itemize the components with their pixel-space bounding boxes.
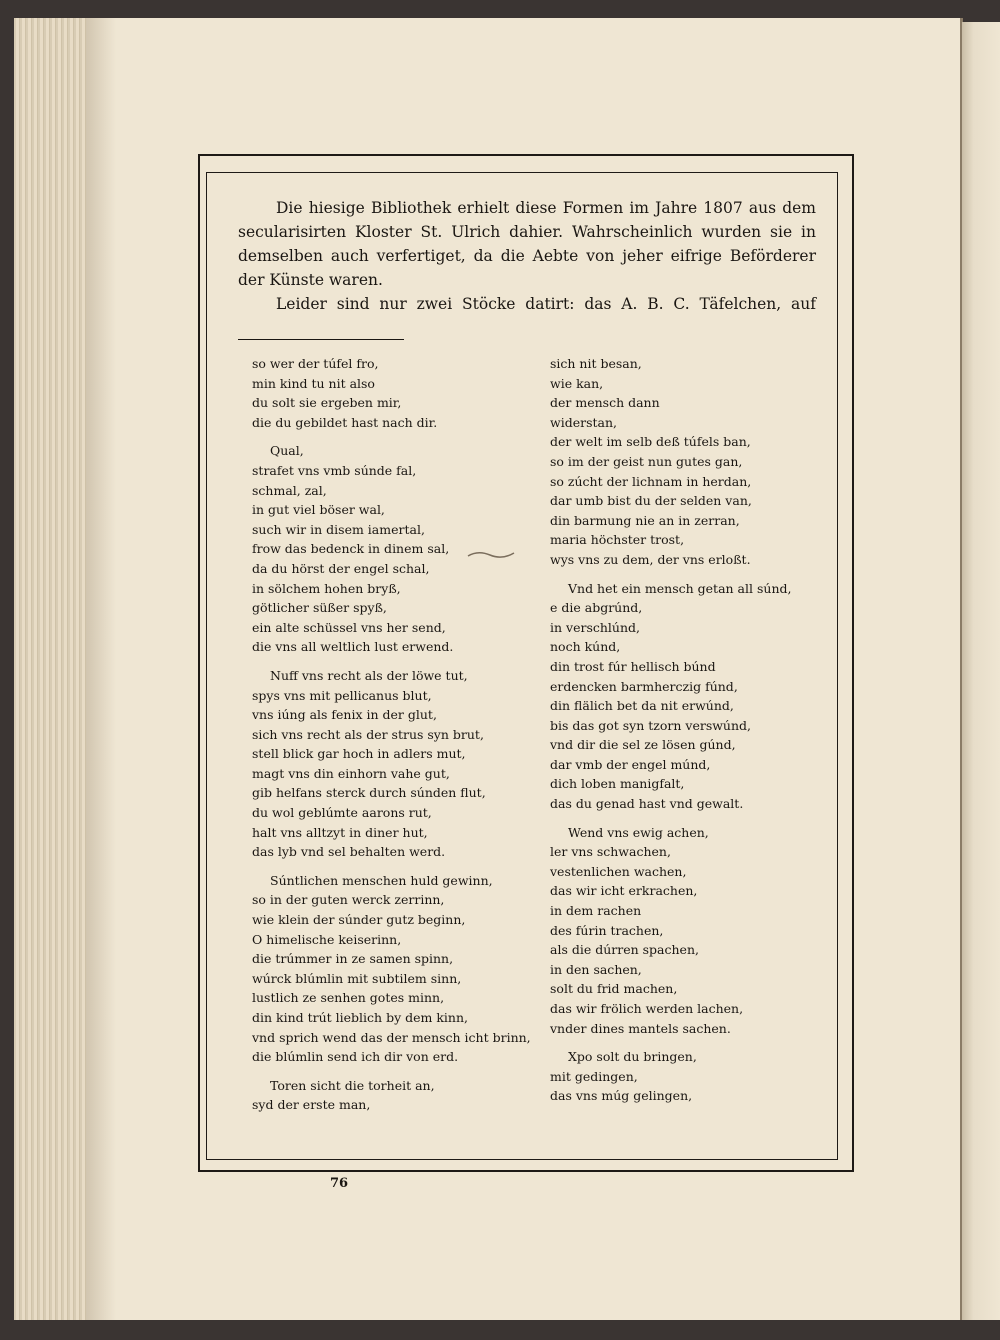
- verse-line: Wend vns ewig achen,: [568, 824, 709, 840]
- verse-line: der welt im selb deß túfels ban,: [550, 434, 751, 450]
- verse-line: Súntlichen menschen huld gewinn,: [270, 872, 493, 888]
- verse-line: dar vmb der engel múnd,: [550, 756, 711, 772]
- verse-line: solt du frid machen,: [550, 981, 678, 997]
- verse-line: die trúmmer in ze samen spinn,: [252, 951, 454, 967]
- verse-line: magt vns din einhorn vahe gut,: [252, 765, 450, 781]
- stanza: [550, 1047, 840, 1106]
- verse-line: e die abgrúnd,: [550, 600, 643, 616]
- verse-line: der mensch dann: [550, 395, 660, 411]
- poem-left-column: [252, 354, 542, 1124]
- verse-line: bis das got syn tzorn verswúnd,: [550, 717, 752, 733]
- verse-line: maria höchster trost,: [550, 532, 685, 548]
- prose-paragraph-2: Leider sind nur zwei Stöcke datirt: das A. B. C. Täfelchen, auf: [276, 295, 816, 313]
- prose-paragraph-1: Die hiesige Bibliothek erhielt diese Formen im Jahre 1807 aus dem secularisirten Kloster St. Ulrich dahier. Wahrscheinlich wurden sie in demselben auch verfertiget, da die Aebte von jeher eifrige Beförderer der Künste waren.: [238, 199, 816, 289]
- ink-smudge-ornament: [466, 548, 516, 563]
- verse-line: die du gebildet hast nach dir.: [252, 414, 438, 430]
- verse-line: des fúrin trachen,: [550, 922, 664, 938]
- stanza: [252, 871, 542, 1067]
- verse-line: götlicher süßer spyß,: [252, 600, 387, 616]
- verse-line: lustlich ze senhen gotes minn,: [252, 990, 445, 1006]
- verse-line: so im der geist nun gutes gan,: [550, 453, 743, 469]
- verse-line: wie klein der súnder gutz beginn,: [252, 912, 466, 928]
- verse-line: das du genad hast vnd gewalt.: [550, 796, 744, 812]
- verse-line: ein alte schüssel vns her send,: [252, 619, 446, 635]
- verse-line: gib helfans sterck durch súnden flut,: [252, 785, 486, 801]
- footnote-rule: [238, 339, 404, 340]
- verse-line: din kind trút lieblich by dem kinn,: [252, 1010, 468, 1025]
- verse-line: stell blick gar hoch in adlers mut,: [252, 746, 466, 762]
- verse-line: noch kúnd,: [550, 639, 621, 655]
- verse-line: so zúcht der lichnam in herdan,: [550, 473, 752, 489]
- page-edges: [14, 18, 86, 1320]
- verse-line: dar umb bist du der selden van,: [550, 493, 752, 509]
- verse-line: Qual,: [270, 443, 304, 459]
- stanza: [550, 823, 840, 1039]
- verse-line: in gut viel böser wal,: [252, 502, 385, 518]
- verse-line: so wer der túfel fro,: [252, 356, 379, 371]
- verse-line: widerstan,: [550, 414, 617, 430]
- verse-line: Vnd het ein mensch getan all súnd,: [568, 580, 792, 596]
- verse-line: wie kan,: [550, 375, 604, 391]
- stanza: [252, 666, 542, 862]
- gutter-shadow: [86, 18, 116, 1320]
- verse-line: sich nit besan,: [550, 356, 642, 371]
- facing-page-edge: [962, 22, 1000, 1320]
- verse-line: das lyb vnd sel behalten werd.: [252, 844, 446, 860]
- verse-line: erdencken barmherczig fúnd,: [550, 678, 738, 694]
- verse-line: spys vns mit pellicanus blut,: [252, 687, 432, 703]
- stanza: [252, 1076, 542, 1115]
- verse-line: wúrck blúmlin mit subtilem sinn,: [252, 970, 462, 986]
- verse-line: die vns all weltlich lust erwend.: [252, 639, 454, 655]
- verse-line: du wol geblúmte aarons rut,: [252, 805, 432, 821]
- verse-line: so in der guten werck zerrinn,: [252, 892, 445, 908]
- verse-line: in den sachen,: [550, 961, 642, 977]
- verse-line: din flälich bet da nit erwúnd,: [550, 698, 734, 714]
- verse-line: strafet vns vmb súnde fal,: [252, 462, 417, 478]
- verse-line: vnd sprich wend das der mensch icht brinn,: [252, 1029, 531, 1045]
- verse-line: in verschlúnd,: [550, 619, 640, 635]
- verse-line: als die dúrren spachen,: [550, 942, 699, 958]
- stanza: [550, 579, 840, 814]
- verse-line: such wir in disem iamertal,: [252, 521, 425, 537]
- verse-line: min kind tu nit also: [252, 375, 375, 391]
- verse-line: ler vns schwachen,: [550, 844, 671, 860]
- verse-line: O himelische keiserinn,: [252, 931, 402, 947]
- verse-line: das vns múg gelingen,: [550, 1088, 693, 1104]
- poem-right-column: [550, 354, 840, 1115]
- verse-line: halt vns alltzyt in diner hut,: [252, 824, 428, 840]
- verse-line: din trost fúr hellisch búnd: [550, 658, 716, 674]
- verse-line: vnd dir die sel ze lösen gúnd,: [550, 737, 736, 753]
- page-number: 76: [330, 1176, 349, 1191]
- verse-line: Xpo solt du bringen,: [568, 1049, 697, 1065]
- verse-line: frow das bedenck in dinem sal,: [252, 541, 450, 557]
- verse-line: das wir frölich werden lachen,: [550, 1001, 744, 1016]
- verse-line: Toren sicht die torheit an,: [270, 1077, 435, 1093]
- verse-line: du solt sie ergeben mir,: [252, 395, 402, 411]
- verse-line: in sölchem hohen bryß,: [252, 580, 401, 596]
- verse-line: mit gedingen,: [550, 1068, 638, 1084]
- verse-line: Nuff vns recht als der löwe tut,: [270, 667, 468, 683]
- verse-line: in dem rachen: [550, 903, 642, 919]
- prose-block: [238, 196, 816, 316]
- verse-line: die blúmlin send ich dir von erd.: [252, 1049, 459, 1065]
- verse-line: wys vns zu dem, der vns erloßt.: [550, 551, 751, 567]
- verse-line: din barmung nie an in zerran,: [550, 512, 740, 528]
- verse-line: schmal, zal,: [252, 482, 327, 498]
- stanza: [550, 354, 840, 570]
- verse-line: vnder dines mantels sachen.: [550, 1020, 731, 1036]
- verse-line: da du hörst der engel schal,: [252, 560, 430, 576]
- stanza: [252, 354, 542, 432]
- verse-line: vns iúng als fenix in der glut,: [252, 707, 437, 723]
- verse-line: das wir icht erkrachen,: [550, 883, 698, 899]
- verse-line: dich loben manigfalt,: [550, 776, 685, 792]
- verse-line: vestenlichen wachen,: [550, 863, 687, 879]
- verse-line: sich vns recht als der strus syn brut,: [252, 726, 484, 742]
- verse-line: syd der erste man,: [252, 1097, 371, 1113]
